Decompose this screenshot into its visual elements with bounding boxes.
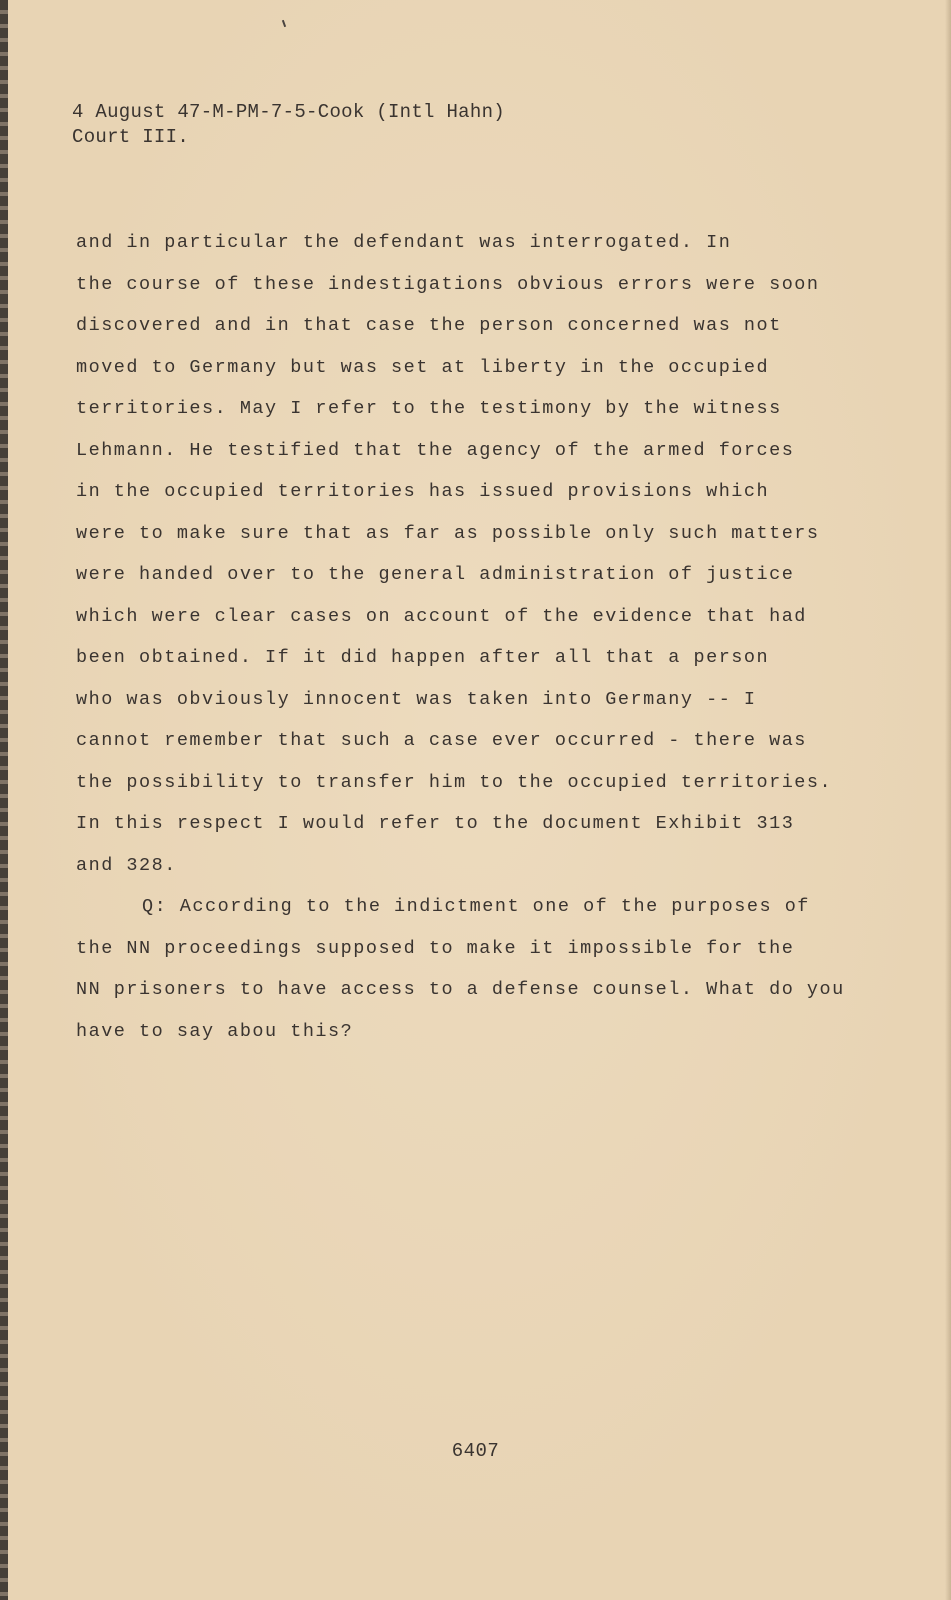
transcript-line: and in particular the defendant was interrogated. In: [76, 232, 732, 253]
document-header: [72, 100, 505, 150]
transcript-line: cannot remember that such a case ever occurred - there was: [76, 730, 807, 751]
transcript-line: discovered and in that case the person concerned was not: [76, 315, 782, 336]
ink-mark: [282, 20, 286, 27]
transcript-line: the course of these indestigations obvious errors were soon: [76, 273, 820, 295]
transcript-line: who was obviously innocent was taken into Germany -- I: [76, 688, 757, 710]
header-court-line: Court III.: [72, 126, 190, 148]
transcript-line: territories. May I refer to the testimony by the witness: [76, 398, 782, 419]
header-session-line: 4 August 47-M-PM-7-5-Cook (Intl Hahn): [72, 101, 505, 123]
question-line: NN prisoners to have access to a defense counsel. What do you: [76, 979, 845, 1000]
question-line: Q: According to the indictment one of the purposes of: [142, 896, 810, 917]
transcript-line: in the occupied territories has issued provisions which: [76, 481, 770, 502]
transcript-line: Lehmann. He testified that the agency of the armed forces: [76, 439, 795, 461]
transcript-line: In this respect I would refer to the document Exhibit 313: [76, 813, 795, 834]
transcript-body: [76, 222, 876, 1052]
transcript-line: the possibility to transfer him to the occupied territories.: [76, 771, 833, 793]
question-line: have to say abou this?: [76, 1020, 354, 1042]
transcript-line: which were clear cases on account of the evidence that had: [76, 605, 807, 627]
transcript-line: been obtained. If it did happen after all that a person: [76, 647, 770, 668]
transcript-line: were handed over to the general administration of justice: [76, 564, 795, 585]
transcript-line: and 328.: [76, 854, 177, 876]
page-edge-shadow: [945, 0, 951, 1600]
transcript-line: moved to Germany but was set at liberty in the occupied: [76, 356, 770, 378]
transcript-line: were to make sure that as far as possible only such matters: [76, 522, 820, 544]
page-number: 6407: [451, 1440, 500, 1462]
question-line: the NN proceedings supposed to make it impossible for the: [76, 937, 795, 959]
binding-edge: [0, 0, 8, 1600]
